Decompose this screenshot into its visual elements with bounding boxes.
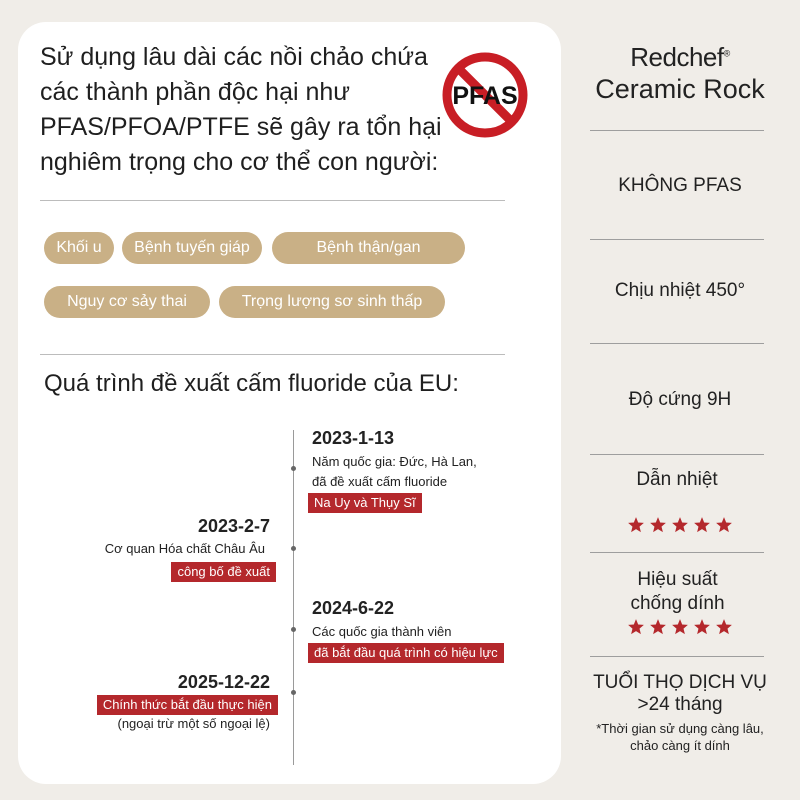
feature-nonstick: Hiệu suất chống dính <box>630 569 725 614</box>
disease-tag: Bệnh tuyến giáp <box>122 232 262 264</box>
feature-no-pfas: KHÔNG PFAS <box>618 175 742 196</box>
disease-tag: Nguy cơ sảy thai <box>44 286 210 318</box>
timeline-title: Quá trình đề xuất cấm fluoride của EU: <box>44 370 459 397</box>
feature-hardness: Độ cứng 9H <box>628 389 732 410</box>
sidebar-divider <box>590 656 764 657</box>
event-date: 2023-1-13 <box>312 428 395 448</box>
star-icon <box>627 618 645 636</box>
feature-heat-conduction: Dẫn nhiệt <box>636 469 718 490</box>
star-icon <box>627 516 645 534</box>
event-text: đã đề xuất cấm fluoride <box>312 474 448 489</box>
sidebar-divider <box>590 130 764 131</box>
event-highlight: đã bắt đầu quá trình có hiệu lực <box>308 643 504 663</box>
heat-conduction-rating <box>575 516 785 539</box>
sidebar-divider <box>590 552 764 553</box>
feature-heat-resistance: Chịu nhiệt 450° <box>614 280 746 301</box>
pfas-badge-text: PFAS <box>452 82 518 110</box>
event-highlight: Chính thức bắt đầu thực hiện <box>97 695 278 715</box>
star-icon <box>693 516 711 534</box>
sidebar-divider <box>590 343 764 344</box>
disease-tag: Bệnh thận/gan <box>272 232 465 264</box>
event-date: 2024-6-22 <box>312 598 395 618</box>
event-text: Cơ quan Hóa chất Châu Âu <box>104 541 265 556</box>
no-pfas-icon <box>440 50 530 140</box>
product-name: Ceramic Rock <box>595 74 765 104</box>
event-date: 2025-12-22 <box>177 672 270 692</box>
timeline-dot <box>291 466 296 471</box>
event-text: (ngoại trừ một số ngoại lệ) <box>117 716 270 731</box>
event-highlight: công bố đề xuất <box>171 562 276 582</box>
star-icon <box>649 618 667 636</box>
disease-tag: Khối u <box>44 232 114 264</box>
timeline-axis <box>293 430 294 765</box>
divider <box>40 354 505 355</box>
star-icon <box>715 516 733 534</box>
divider <box>40 200 505 201</box>
star-icon <box>671 516 689 534</box>
service-life-label: TUỔI THỌ DỊCH VỤ <box>593 672 767 693</box>
disease-tag: Trọng lượng sơ sinh thấp <box>219 286 445 318</box>
event-text: Các quốc gia thành viên <box>312 624 452 639</box>
nonstick-rating <box>575 618 785 641</box>
sidebar-divider <box>590 239 764 240</box>
star-icon <box>693 618 711 636</box>
star-icon <box>671 618 689 636</box>
brand-logo: Redchef® <box>630 42 730 72</box>
star-icon <box>715 618 733 636</box>
service-life-value: >24 tháng <box>637 694 723 715</box>
event-date: 2023-2-7 <box>197 516 270 536</box>
headline: Sử dụng lâu dài các nồi chảo chứa các thành phần độc hại như PFAS/PFOA/PTFE sẽ gây ra tổn hại nghiêm trọng cho cơ thể con người: <box>40 43 442 176</box>
sidebar-divider <box>590 454 764 455</box>
event-highlight: Na Uy và Thụy Sĩ <box>308 493 422 513</box>
service-life-note: *Thời gian sử dụng càng lâu, chảo càng ít dính <box>596 721 764 753</box>
star-icon <box>649 516 667 534</box>
timeline-dot <box>291 546 296 551</box>
timeline-dot <box>291 627 296 632</box>
event-text: Năm quốc gia: Đức, Hà Lan, <box>312 454 477 469</box>
timeline-dot <box>291 690 296 695</box>
